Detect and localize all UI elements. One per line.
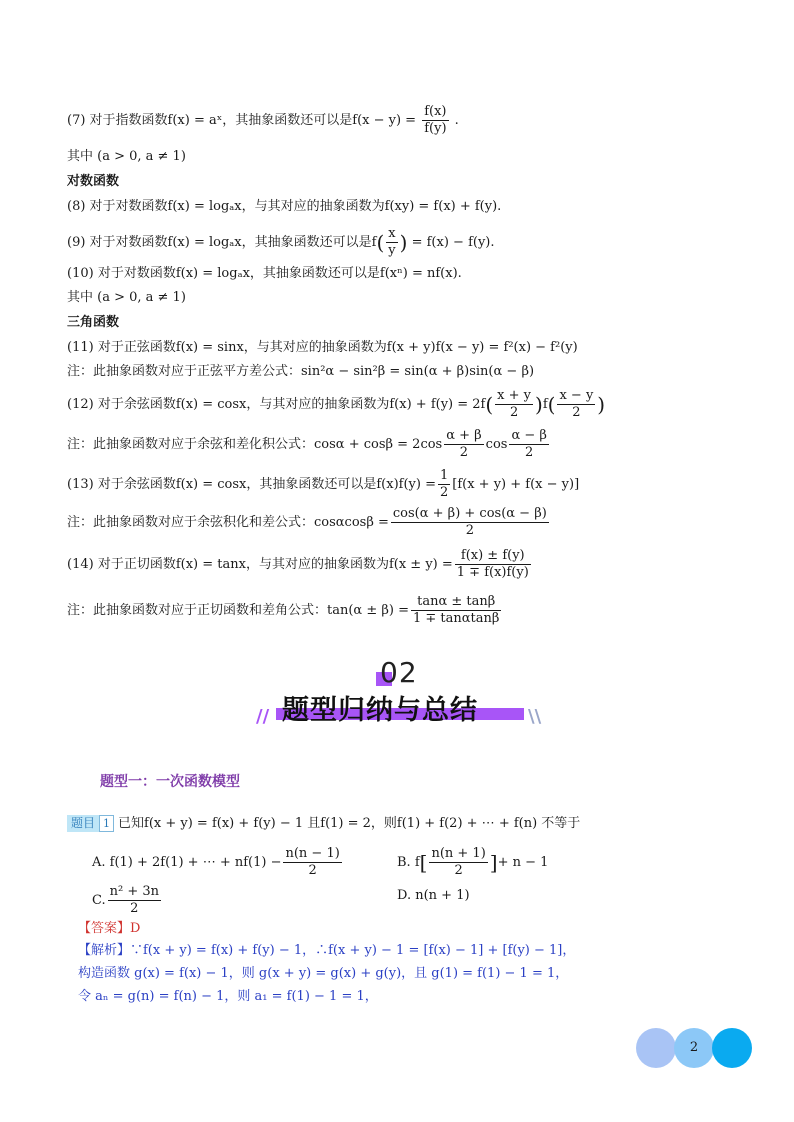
option-d: D. n(n + 1) [397,888,470,903]
item-7: (7) 对于指数函数f(x) = aˣ，其抽象函数还可以是f(x − y) = $\frac{f(x)}{f(y)}$ . [67,104,459,136]
option-c: C. $\frac{\text{n² + 3n}}{2}$ [92,884,160,916]
note-11: 注：此抽象函数对应于正弦平方差公式：sin²α − sin²β = sin(α + β)sin(α − β) [67,364,535,379]
question-tag: 题目 [67,815,99,832]
item-10: (10) 对于对数函数f(x) = logₐx，其抽象函数还可以是f(xⁿ) = nf(x). [67,266,462,281]
footer-circle-right [712,1028,752,1068]
section-title: 题型归纳与总结 [282,695,478,726]
option-b: B. f[ $\frac{n(n + 1)}{2}$ ]+ n − 1 [397,846,549,878]
analysis-line-1: 【解析】∵f(x + y) = f(x) + f(y) − 1，∴f(x + y) − 1 = [f(x) − 1] + [f(y) − 1]， [78,943,576,958]
condition-2: 其中 (a > 0, a ≠ 1) [67,290,186,305]
note-12: 注：此抽象函数对应于余弦和差化积公式：cosα + cosβ = 2cos $\frac{\alpha + \beta}{2}$ cos $\frac{\alpha - \beta}{2}$ [67,428,547,460]
heading-log: 对数函数 [67,174,120,189]
item-13: (13) 对于余弦函数f(x) = cosx，其抽象函数还可以是f(x)f(y) = $\frac{1}{2}$ [f(x + y) + f(x − y)] [67,468,580,500]
option-a: A. f(1) + 2f(1) + ⋯ + nf(1) − $\frac{n(n - 1)}{2}$ [92,846,340,878]
answer: 【答案】D [78,921,141,936]
item-8: (8) 对于对数函数f(x) = logₐx，与其对应的抽象函数为f(xy) = f(x) + f(y). [67,199,502,214]
question-stem: 题目 1 已知f(x + y) = f(x) + f(y) − 1 且f(1) = 2，则f(1) + f(2) + ⋯ + f(n) 不等于 [67,815,580,833]
analysis-line-2: 构造函数 g(x) = f(x) − 1，则 g(x + y) = g(x) + g(y)，且 g(1) = f(1) − 1 = 1， [78,966,569,981]
heading-trig: 三角函数 [67,315,120,330]
section-number: 02 [380,656,418,689]
condition-1: 其中 (a > 0, a ≠ 1) [67,149,186,164]
item-11: (11) 对于正弦函数f(x) = sinx，与其对应的抽象函数为f(x + y)f(x − y) = f²(x) − f²(y) [67,340,578,355]
note-13: 注：此抽象函数对应于余弦积化和差公式：cosαcosβ = $\frac{\cos(\alpha + \beta) + \cos(\alpha - \beta)}{2}$ [67,506,547,538]
footer-circle-left [636,1028,676,1068]
question-number: 1 [99,815,114,832]
slash-left-icon: // [256,706,270,727]
slash-right-icon: \\ [528,706,542,727]
note-14: 注：此抽象函数对应于正切函数和差角公式：tan(α ± β) = $\frac{\tan\alpha \pm \tan\beta}{1 \mp \tan\alpha\tan\beta}$ [67,594,500,626]
item-12: (12) 对于余弦函数f(x) = cosx，与其对应的抽象函数为f(x) + f(y) = 2f( $\frac{x + y}{2}$ )f( $\frac{x - y}{2}$ ) [67,388,606,420]
item-14: (14) 对于正切函数f(x) = tanx，与其对应的抽象函数为f(x ± y) = $\frac{f(x) \pm f(y)}{1 \mp f(x)f(y)}$ [67,548,529,580]
page-number: 2 [674,1028,714,1068]
fraction: $\frac{f(x)}{f(y)}$ [424,104,447,136]
topic-title: 题型一：一次函数模型 [100,774,240,790]
analysis-line-3: 令 aₙ = g(n) = f(n) − 1，则 a₁ = f(1) − 1 = 1， [78,989,378,1004]
item-9: (9) 对于对数函数f(x) = logₐx，其抽象函数还可以是f( $\frac{x}{y}$ ) = f(x) − f(y). [67,226,495,258]
